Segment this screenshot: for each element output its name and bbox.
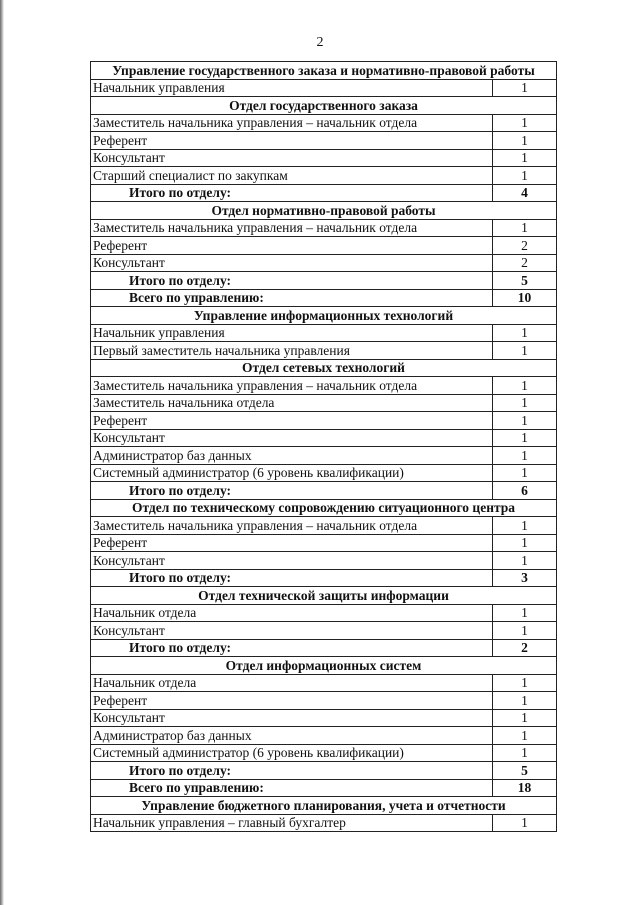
position-title: Начальник управления – главный бухгалтер [91, 814, 493, 832]
position-row [91, 394, 557, 412]
position-title: Референт [91, 692, 493, 710]
position-row [91, 517, 557, 535]
position-title: Начальник управления [91, 324, 493, 342]
position-row [91, 814, 557, 832]
total-count: 5 [493, 762, 557, 780]
section-header-row [91, 797, 557, 815]
position-title: Администратор баз данных [91, 447, 493, 465]
section-title: Управление информационных технологий [91, 307, 557, 325]
total-row [91, 639, 557, 657]
position-count: 1 [493, 692, 557, 710]
position-title: Консультант [91, 149, 493, 167]
section-title: Отдел по техническому сопровождению ситуационного центра [91, 499, 557, 517]
total-label: Итого по отделу: [91, 569, 493, 587]
position-title: Начальник отдела [91, 604, 493, 622]
total-label: Итого по отделу: [91, 272, 493, 290]
position-title: Референт [91, 237, 493, 255]
position-row [91, 622, 557, 640]
position-count: 1 [493, 429, 557, 447]
position-title: Системный администратор (6 уровень квалификации) [91, 744, 493, 762]
position-title: Старший специалист по закупкам [91, 167, 493, 185]
position-title: Консультант [91, 552, 493, 570]
position-title: Референт [91, 412, 493, 430]
section-title: Управление государственного заказа и нормативно-правовой работы [91, 62, 557, 80]
position-title: Системный администратор (6 уровень квалификации) [91, 464, 493, 482]
position-count: 1 [493, 79, 557, 97]
position-count: 1 [493, 517, 557, 535]
position-row [91, 744, 557, 762]
position-count: 1 [493, 814, 557, 832]
total-count: 10 [493, 289, 557, 307]
position-count: 1 [493, 114, 557, 132]
section-header-row [91, 62, 557, 80]
position-count: 1 [493, 604, 557, 622]
position-title: Начальник отдела [91, 674, 493, 692]
total-label: Всего по управлению: [91, 289, 493, 307]
position-count: 2 [493, 254, 557, 272]
position-row [91, 464, 557, 482]
position-title: Консультант [91, 709, 493, 727]
position-title: Заместитель начальника управления – начальник отдела [91, 114, 493, 132]
total-count: 4 [493, 184, 557, 202]
total-count: 2 [493, 639, 557, 657]
position-title: Заместитель начальника управления – начальник отдела [91, 517, 493, 535]
position-count: 1 [493, 727, 557, 745]
position-count: 1 [493, 412, 557, 430]
position-count: 1 [493, 674, 557, 692]
position-count: 1 [493, 342, 557, 360]
section-header-row [91, 657, 557, 675]
position-count: 1 [493, 149, 557, 167]
total-row [91, 289, 557, 307]
position-title: Референт [91, 132, 493, 150]
section-header-row [91, 307, 557, 325]
position-count: 2 [493, 237, 557, 255]
position-title: Заместитель начальника отдела [91, 394, 493, 412]
position-row [91, 342, 557, 360]
section-title: Отдел нормативно-правовой работы [91, 202, 557, 220]
section-title: Отдел государственного заказа [91, 97, 557, 115]
section-title: Управление бюджетного планирования, учета и отчетности [91, 797, 557, 815]
section-header-row [91, 202, 557, 220]
position-row [91, 447, 557, 465]
section-title: Отдел сетевых технологий [91, 359, 557, 377]
total-count: 6 [493, 482, 557, 500]
scan-edge [0, 0, 4, 905]
position-row [91, 429, 557, 447]
position-row [91, 534, 557, 552]
position-title: Консультант [91, 254, 493, 272]
position-row [91, 114, 557, 132]
position-title: Начальник управления [91, 79, 493, 97]
total-label: Итого по отделу: [91, 482, 493, 500]
position-title: Администратор баз данных [91, 727, 493, 745]
position-row [91, 167, 557, 185]
staffing-table-body [91, 62, 557, 832]
total-row [91, 272, 557, 290]
position-count: 1 [493, 709, 557, 727]
position-count: 1 [493, 167, 557, 185]
position-count: 1 [493, 377, 557, 395]
position-title: Заместитель начальника управления – начальник отдела [91, 377, 493, 395]
total-label: Итого по отделу: [91, 639, 493, 657]
position-count: 1 [493, 534, 557, 552]
position-row [91, 149, 557, 167]
total-row [91, 762, 557, 780]
total-label: Итого по отделу: [91, 762, 493, 780]
position-count: 1 [493, 552, 557, 570]
total-label: Всего по управлению: [91, 779, 493, 797]
total-label: Итого по отделу: [91, 184, 493, 202]
total-count: 5 [493, 272, 557, 290]
position-row [91, 604, 557, 622]
position-row [91, 412, 557, 430]
position-count: 1 [493, 744, 557, 762]
position-row [91, 727, 557, 745]
total-row [91, 184, 557, 202]
position-row [91, 692, 557, 710]
position-count: 1 [493, 219, 557, 237]
section-header-row [91, 587, 557, 605]
section-header-row [91, 97, 557, 115]
position-title: Первый заместитель начальника управления [91, 342, 493, 360]
section-title: Отдел информационных систем [91, 657, 557, 675]
position-row [91, 237, 557, 255]
position-count: 1 [493, 394, 557, 412]
position-row [91, 552, 557, 570]
position-row [91, 132, 557, 150]
section-title: Отдел технической защиты информации [91, 587, 557, 605]
position-title: Консультант [91, 622, 493, 640]
position-title: Референт [91, 534, 493, 552]
total-row [91, 482, 557, 500]
page-number: 2 [316, 35, 324, 50]
position-row [91, 709, 557, 727]
position-row [91, 674, 557, 692]
position-row [91, 377, 557, 395]
total-row [91, 779, 557, 797]
total-row [91, 569, 557, 587]
section-header-row [91, 359, 557, 377]
position-title: Консультант [91, 429, 493, 447]
section-header-row [91, 499, 557, 517]
position-title: Заместитель начальника управления – начальник отдела [91, 219, 493, 237]
position-count: 1 [493, 324, 557, 342]
position-count: 1 [493, 132, 557, 150]
staffing-table [90, 61, 557, 832]
position-count: 1 [493, 464, 557, 482]
position-count: 1 [493, 622, 557, 640]
position-count: 1 [493, 447, 557, 465]
total-count: 18 [493, 779, 557, 797]
position-row [91, 324, 557, 342]
total-count: 3 [493, 569, 557, 587]
position-row [91, 254, 557, 272]
position-row [91, 219, 557, 237]
position-row [91, 79, 557, 97]
